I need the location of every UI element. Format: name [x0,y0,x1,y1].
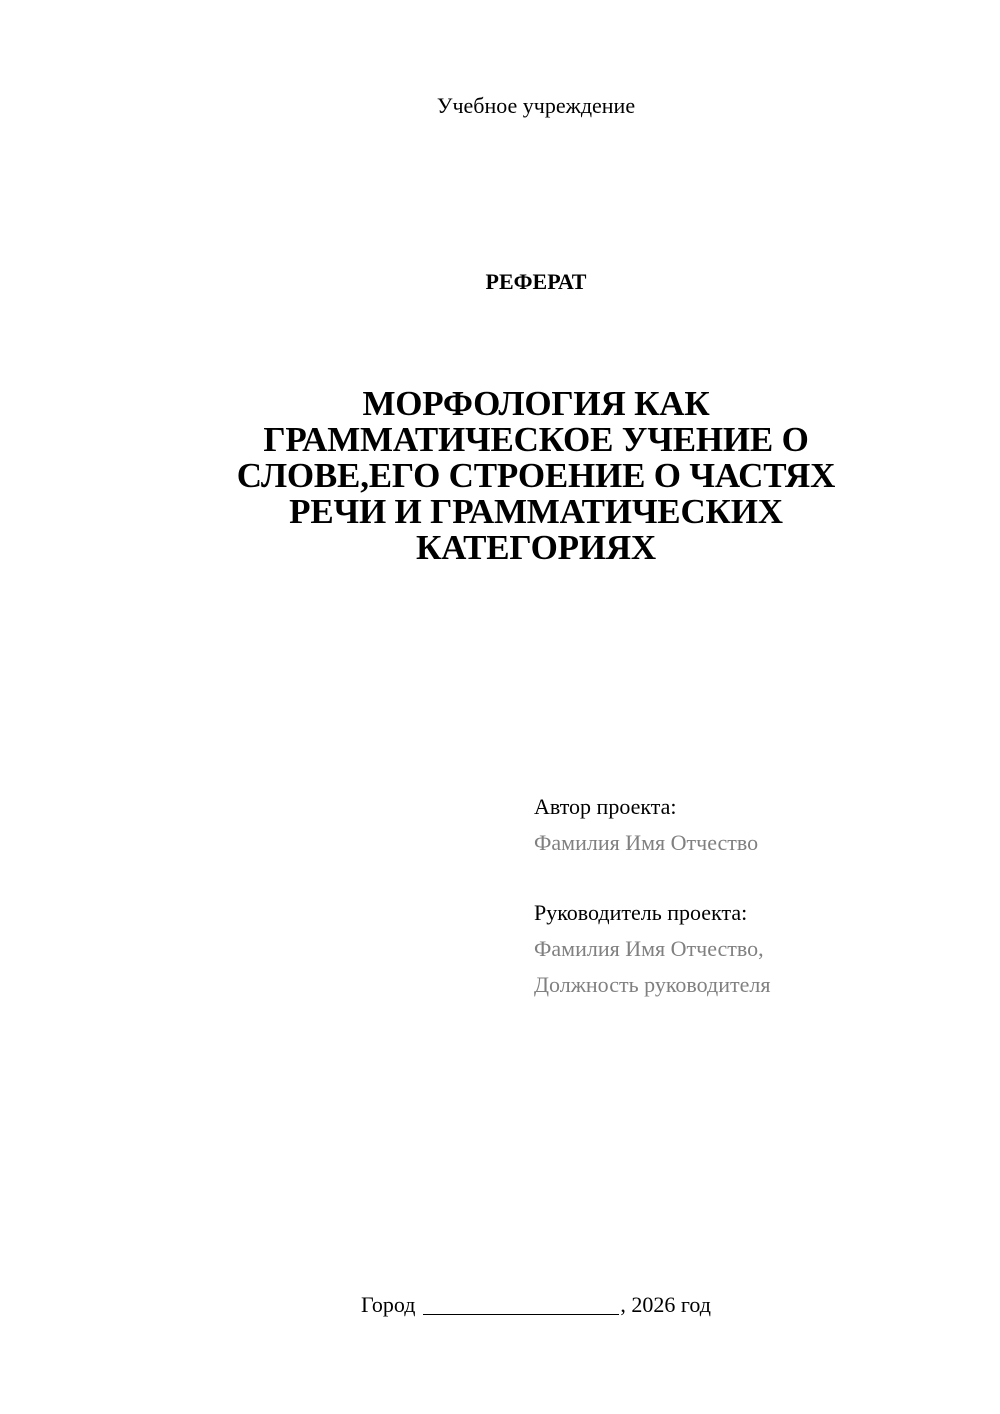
author-label: Автор проекта: [534,794,677,819]
title-line: ГРАММАТИЧЕСКОЕ УЧЕНИЕ О [263,420,809,459]
title-line: СЛОВЕ,ЕГО СТРОЕНИЕ О ЧАСТЯХ [236,456,836,495]
credits-block [534,789,954,1003]
title-line: РЕЧИ И ГРАММАТИЧЕСКИХ [289,492,783,531]
document-type: РЕФЕРАТ [485,269,587,294]
title-line: КАТЕГОРИЯХ [415,528,657,567]
city-label: Город [361,1292,416,1317]
city-blank-line [423,1294,619,1315]
year-text: , 2026 год [620,1292,711,1317]
author-name: Фамилия Имя Отчество [534,830,759,855]
supervisor-label: Руководитель проекта: [534,900,748,925]
credits-spacer [534,861,954,895]
supervisor-position: Должность руководителя [534,972,771,997]
title-line: МОРФОЛОГИЯ КАК [362,384,710,423]
footer-city-year [0,1291,1000,1319]
institution-name: Учебное учреждение [436,93,636,118]
document-title [170,386,902,566]
supervisor-name: Фамилия Имя Отчество, [534,936,764,961]
